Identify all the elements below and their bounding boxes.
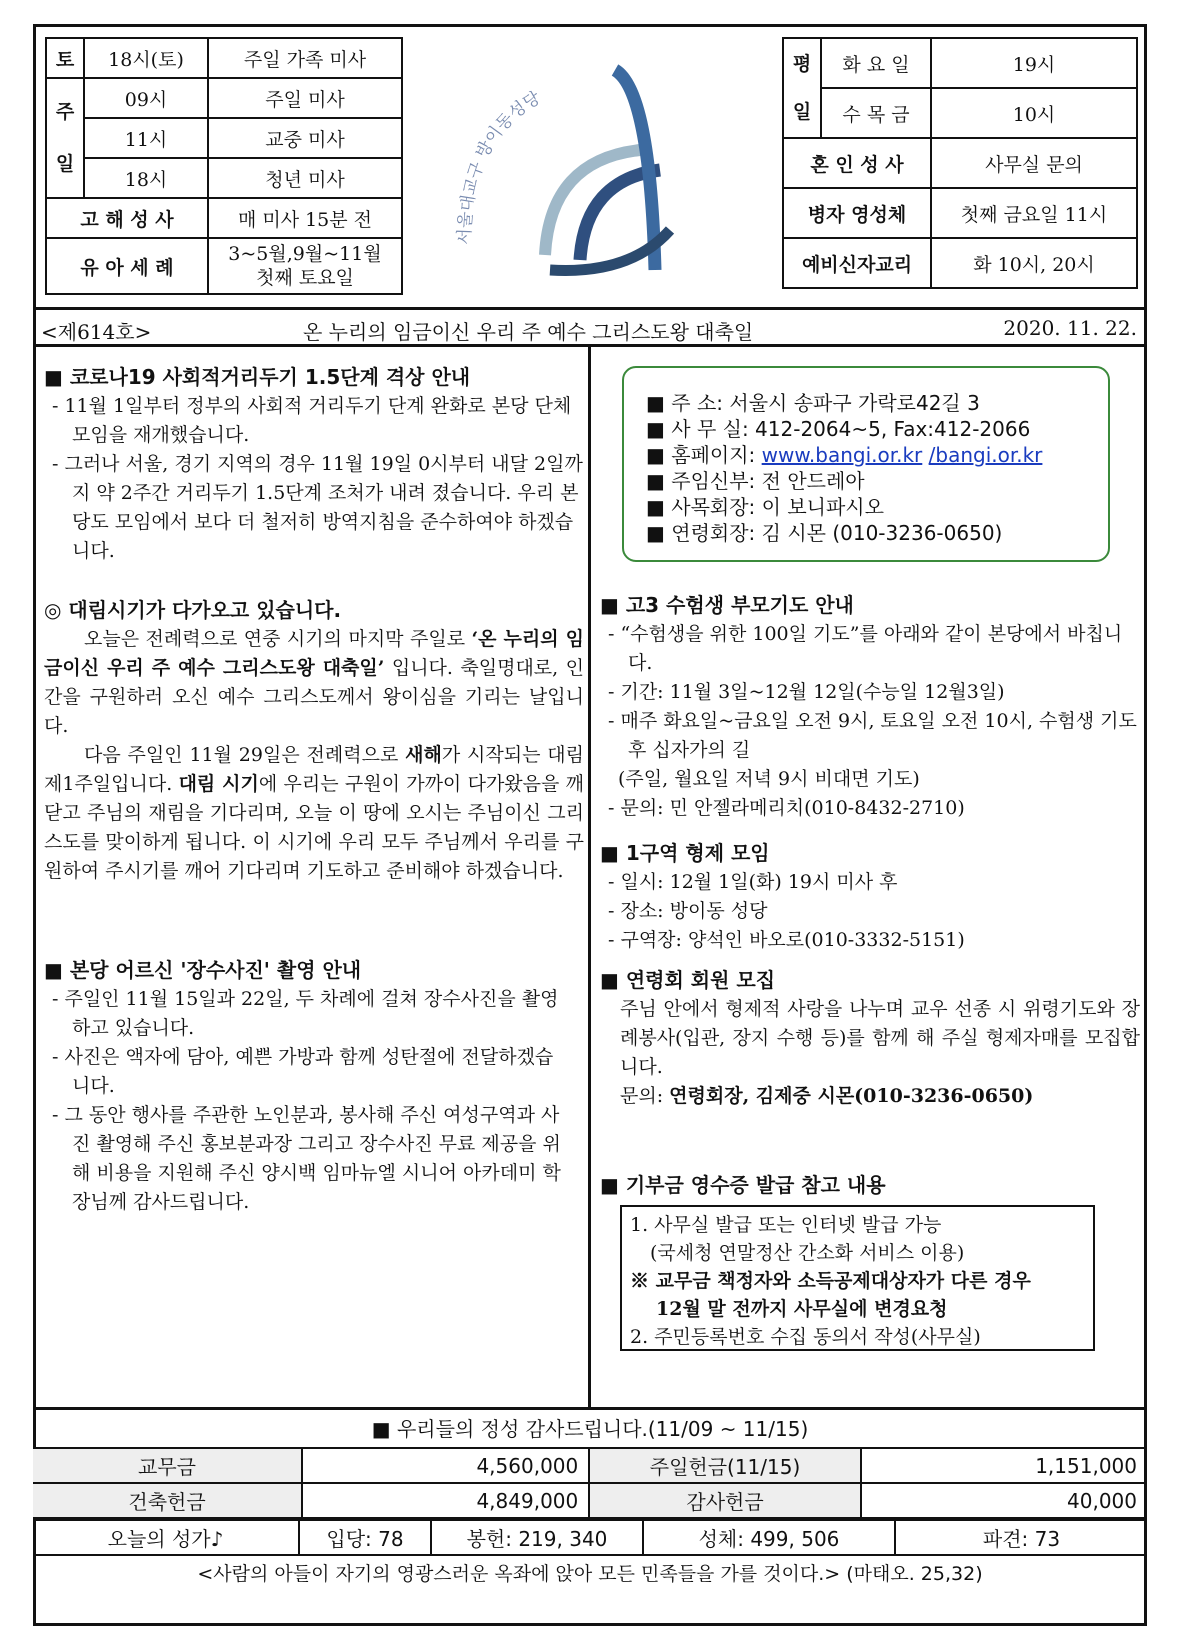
weekday-time: 10시 [931, 88, 1137, 138]
list-item: - 주일인 11월 15일과 22일, 두 차례에 걸쳐 장수사진을 촬영하고 있습니다. [52, 988, 559, 1039]
district-meeting-title: ■ 1구역 형제 모임 [600, 841, 770, 865]
issue-date: 2020. 11. 22. [1003, 316, 1137, 340]
mass-time: 09시 [84, 78, 208, 118]
receipt-notice-title-wrap [600, 1170, 1140, 1200]
sunday-mass-schedule [45, 37, 403, 295]
issue-number: <제614호> [41, 320, 152, 344]
receipt-warning: ※ 교무금 책정자와 소득공제대상자가 다른 경우 [630, 1270, 1031, 1292]
sick-communion-label: 병자 영성체 [783, 188, 931, 238]
bible-verse: <사람의 아들이 자기의 영광스러운 옥좌에 앉아 모든 민족들을 가를 것이다.> (마태오. 25,32) [197, 1563, 983, 1585]
hymn-entrance: 입당: 78 [299, 1520, 431, 1555]
list-item: - 일시: 12월 1일(화) 19시 미사 후 [608, 871, 898, 893]
info-label: 사 무 실: [671, 417, 749, 441]
info-label: 주임신부: [671, 469, 756, 493]
confession-label: 고 해 성 사 [46, 198, 208, 238]
homepage-link[interactable]: www.bangi.or.kr [761, 443, 923, 467]
elder-head: 김 시몬 (010-3236-0650) [761, 521, 1003, 545]
covid-title: ■ 코로나19 사회적거리두기 1.5단계 격상 안내 [44, 365, 471, 389]
covid-notice [44, 362, 584, 566]
office-row: ■ 사 무 실: 412-2064~5, Fax:412-2066 [646, 417, 1031, 441]
bold-new-year: 새해 [405, 744, 442, 766]
issue-header [33, 307, 1147, 347]
address-row: ■ 주 소: 서울시 송파구 가락로42길 3 [646, 391, 980, 415]
baptism-value [208, 238, 402, 294]
text-run: 에 우리는 구원이 가까이 다가왔음을 깨닫고 주님의 재림을 기다리며, 오늘 이 땅에 오시는 주님이신 그리스도를 맞이하게 됩니다. 이 시기에 우리 모두 주님께서 우리를 구원하여 주시기를 깨어 기다리며 기도하고 준비해야 하겠습니다. [44, 773, 585, 882]
weekday-schedule [782, 37, 1138, 289]
hymn-dismissal: 파견: 73 [895, 1520, 1147, 1555]
mass-name: 교중 미사 [208, 118, 402, 158]
sick-communion-value: 첫째 금요일 11시 [931, 188, 1137, 238]
exam-prayer-notice [600, 590, 1140, 823]
contact-name: 연령회장, 김제중 시몬(010-3236-0650) [669, 1085, 1034, 1107]
side-char-il: 일 [55, 153, 75, 175]
offering-label: 감사헌금 [589, 1483, 861, 1518]
mass-name: 주일 가족 미사 [208, 38, 402, 78]
info-label: 연령회장: [671, 521, 756, 545]
funeral-group-title: ■ 연령회 회원 모집 [600, 968, 776, 992]
parish-info-box [622, 366, 1110, 562]
offering-label: 주일헌금(11/15) [589, 1448, 861, 1483]
advent-paragraph-1 [44, 625, 584, 741]
catechism-value: 화 10시, 20시 [931, 238, 1137, 288]
hymn-label: 오늘의 성가♪ [33, 1520, 299, 1555]
homepage-row: ■ 홈페이지: www.bangi.or.kr /bangi.or.kr [646, 443, 1043, 467]
mass-name: 청년 미사 [208, 158, 402, 198]
offering-value: 4,849,000 [302, 1483, 589, 1518]
list-item: - 문의: 민 안젤라메리치(010-8432-2710) [608, 797, 965, 819]
list-item: - 장소: 방이동 성당 [608, 900, 768, 922]
list-item: - 구역장: 양석인 바오로(010-3332-5151) [608, 929, 965, 951]
column-divider [588, 347, 591, 1407]
offering-value: 40,000 [861, 1483, 1147, 1518]
info-label: 홈페이지: [671, 443, 756, 467]
advent-paragraph-2 [44, 741, 584, 886]
funeral-group-text: 주님 안에서 형제적 사랑을 나누며 교우 선종 시 위령기도와 장례봉사(입관, 장지 수행 등)를 함께 해 주실 형제자매를 모집합니다. [620, 998, 1140, 1078]
office-phone: 412-2064~5, Fax:412-2066 [755, 417, 1031, 441]
photo-title: ■ 본당 어르신 '장수사진' 촬영 안내 [44, 958, 362, 982]
receipt-line: 1. 사무실 발급 또는 인터넷 발급 가능 [630, 1214, 942, 1236]
funeral-group-notice [600, 965, 1140, 1111]
baptism-day: 첫째 토요일 [256, 267, 354, 289]
bold-advent: 대림 시기 [178, 773, 259, 795]
text-run: 다음 주일인 11월 29일은 전례력으로 [84, 744, 406, 766]
mass-time: 11시 [84, 118, 208, 158]
list-item: - 그 동안 행사를 주관한 노인분과, 봉사해 주신 여성구역과 사진 촬영해 주신 홍보분과장 그리고 장수사진 무료 제공을 위해 비용을 지원해 주신 양시백 임마뉴엘 시니어 아카데미 학장님께 감사드립니다. [52, 1104, 561, 1213]
weekday-label: 수 목 금 [821, 88, 931, 138]
district-meeting-notice [600, 838, 1140, 955]
hymn-offertory: 봉헌: 219, 340 [431, 1520, 643, 1555]
offering-thanks: ■ 우리들의 정성 감사드립니다.(11/09 ~ 11/15) [33, 1407, 1147, 1447]
marriage-value: 사무실 문의 [931, 138, 1137, 188]
confession-value: 매 미사 15분 전 [208, 198, 402, 238]
receipt-line: 2. 주민등록번호 수집 동의서 작성(사무실) [630, 1326, 981, 1348]
offering-label: 건축헌금 [33, 1483, 302, 1518]
homepage-link-2[interactable]: /bangi.or.kr [928, 443, 1043, 467]
list-item: - 그러나 서울, 경기 지역의 경우 11월 19일 0시부터 내달 2일까지 약 2주간 거리두기 1.5단계 조처가 내려 졌습니다. 우리 본당도 모임에서 보다 더 철저히 방역지침을 준수하여야 하겠습니다. [52, 453, 583, 562]
receipt-box [620, 1205, 1095, 1351]
receipt-line: (국세청 연말정산 간소화 서비스 이용) [650, 1242, 965, 1264]
offering-value: 1,151,000 [861, 1448, 1147, 1483]
address: 서울시 송파구 가락로42길 3 [729, 391, 980, 415]
pastor-row: ■ 주임신부: 전 안드레아 [646, 469, 865, 493]
advent-notice [44, 595, 584, 886]
receipt-warning: 12월 말 전까지 사무실에 변경요청 [656, 1298, 948, 1320]
exam-prayer-title: ■ 고3 수험생 부모기도 안내 [600, 593, 854, 617]
list-item: - 매주 화요일~금요일 오전 9시, 토요일 오전 10시, 수험생 기도 후 십자가의 길 [608, 710, 1137, 761]
catechism-label: 예비신자교리 [783, 238, 931, 288]
offering-value: 4,560,000 [302, 1448, 589, 1483]
side-char-pyeong: 평 [792, 53, 812, 75]
list-item: - “수험생을 위한 100일 기도”를 아래와 같이 본당에서 바칩니다. [608, 623, 1123, 674]
schedule-side-weekday [783, 38, 821, 138]
feast-name: ‘온 누리의 임금이신 우리 주 예수 그리스도왕 대축일’ [44, 628, 584, 679]
info-label: 주 소: [671, 391, 724, 415]
text-run: 오늘은 전례력으로 연중 시기의 마지막 주일로 [84, 628, 472, 650]
side-char-ju: 주 [55, 101, 75, 123]
mass-time: 18시(토) [84, 38, 208, 78]
mass-time: 18시 [84, 158, 208, 198]
list-item: - 기간: 11월 3일~12월 12일(수능일 12월3일) [608, 681, 1005, 703]
logo-text: 서울대교구 방이동성당 [454, 88, 545, 246]
weekday-label: 화 요 일 [821, 38, 931, 88]
hymn-communion: 성체: 499, 506 [643, 1520, 895, 1555]
photo-notice [44, 955, 564, 1217]
feast-title: 온 누리의 임금이신 우리 주 예수 그리스도왕 대축일 [303, 320, 754, 344]
marriage-label: 혼 인 성 사 [783, 138, 931, 188]
parish-logo [450, 40, 740, 280]
schedule-side-sun [46, 78, 84, 198]
receipt-title: ■ 기부금 영수증 발급 참고 내용 [600, 1173, 886, 1197]
baptism-label: 유 아 세 례 [46, 238, 208, 294]
list-item: - 사진은 액자에 담아, 예쁜 가방과 함께 성탄절에 전달하겠습니다. [52, 1046, 554, 1097]
pastor: 전 안드레아 [761, 469, 865, 493]
schedule-side-sat: 토 [46, 38, 84, 78]
text-run: 문의: [620, 1085, 670, 1107]
list-item: (주일, 월요일 저녁 9시 비대면 기도) [618, 768, 920, 790]
list-item: - 11월 1일부터 정부의 사회적 거리두기 단계 완화로 본당 단체 모임을 재개했습니다. [52, 395, 572, 446]
text-run: 입니다. 축일명대로, 인간을 구원하러 오신 예수 그리스도께서 왕이심을 기리는 날입니다. [44, 657, 584, 737]
offering-table [33, 1447, 1147, 1519]
side-char-il: 일 [792, 101, 812, 123]
baptism-months: 3~5월,9월~11월 [228, 243, 382, 265]
funeral-group-contact [600, 1082, 1140, 1111]
text-run: 가 시작되는 대림 제1주일입니다. [44, 744, 585, 795]
council-row: ■ 사목회장: 이 보니파시오 [646, 495, 884, 519]
mass-name: 주일 미사 [208, 78, 402, 118]
weekday-time: 19시 [931, 38, 1137, 88]
info-label: 사목회장: [671, 495, 756, 519]
elder-row: ■ 연령회장: 김 시몬 (010-3236-0650) [646, 521, 1003, 545]
council-head: 이 보니파시오 [761, 495, 884, 519]
hymn-table [33, 1519, 1147, 1556]
offering-label: 교무금 [33, 1448, 302, 1483]
advent-title: ◎ 대림시기가 다가오고 있습니다. [44, 598, 342, 622]
